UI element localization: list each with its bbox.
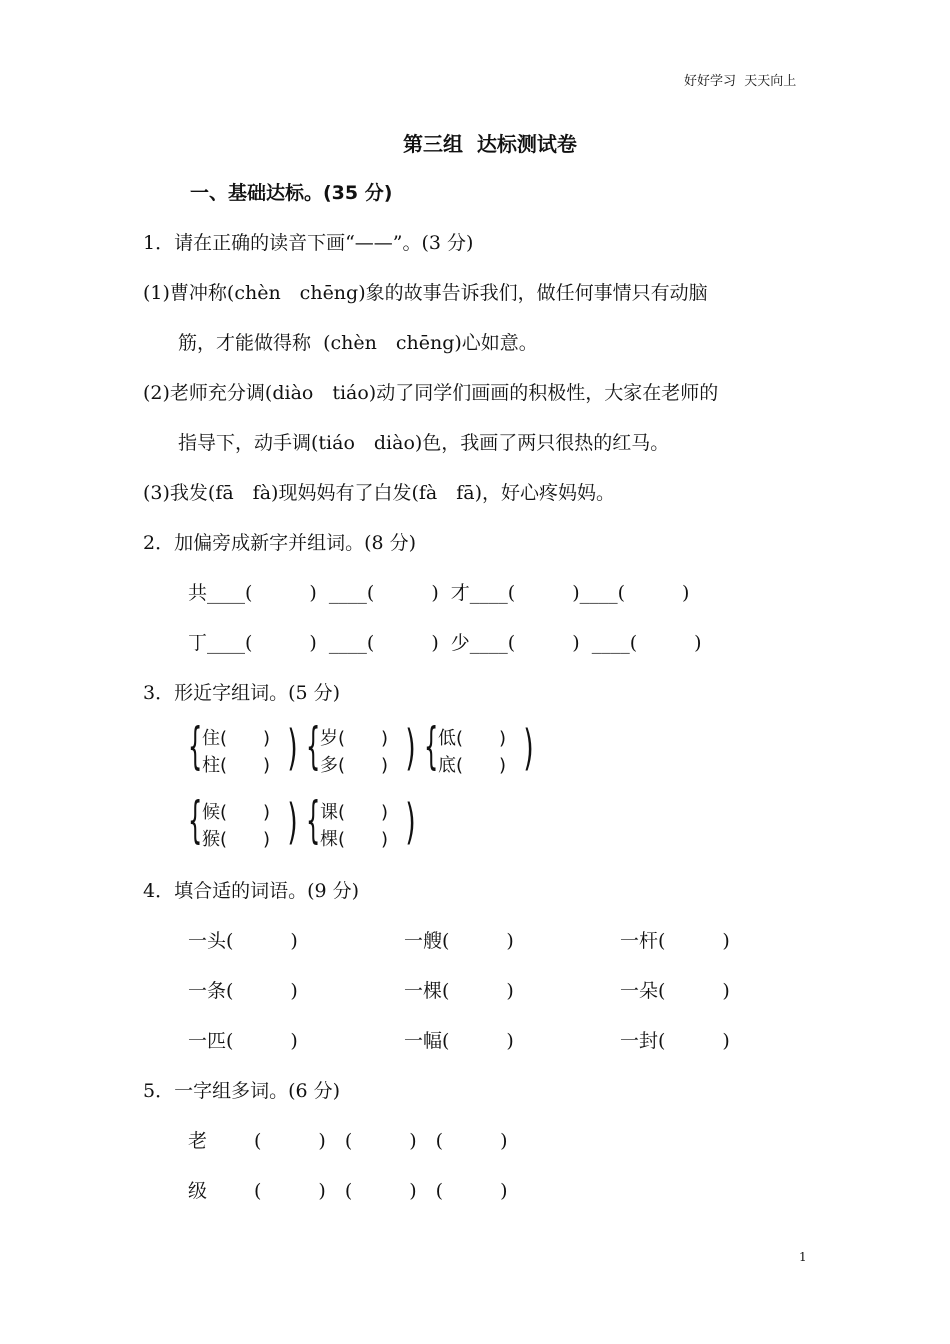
question-2-row-2: 丁____( ) ____( ) 少____( ) ____( ) [188, 632, 702, 654]
left-brace-icon: { [306, 791, 321, 849]
right-bracket-icon: ) [405, 720, 416, 776]
left-brace-icon: { [424, 717, 439, 775]
right-bracket-icon: ) [523, 720, 534, 776]
page-number: 1 [799, 1250, 807, 1264]
question-2-heading: 2．加偏旁成新字并组词。(8 分) [143, 532, 417, 554]
question-1-item-1-cont: 筋，才能做得称 (chèn chēng)心如意。 [178, 332, 538, 354]
question-1-item-2-cont: 指导下，动手调(tiáo diào)色，我画了两只很热的红马。 [178, 432, 670, 454]
word-char: 级 [188, 1180, 208, 1202]
measure-word-cell: 一艘( ) [404, 930, 514, 952]
left-brace-icon: { [188, 791, 203, 849]
measure-word-cell: 一朵( ) [620, 980, 730, 1002]
question-1-item-2: (2)老师充分调(diào tiáo)动了同学们画画的积极性，大家在老师的 [143, 382, 719, 404]
header-motto: 好好学习 天天向上 [684, 74, 797, 89]
right-bracket-icon: ) [405, 794, 416, 850]
question-4-heading: 4．填合适的词语。(9 分) [143, 880, 360, 902]
pair-word-top: 课( ) [320, 802, 389, 823]
measure-word-cell: 一幅( ) [404, 1030, 514, 1052]
question-2-row-1: 共____( ) ____( ) 才____( )____( ) [188, 582, 690, 604]
word-char: 老 [188, 1130, 208, 1152]
word-blanks: ( ) ( ) ( ) [254, 1130, 508, 1152]
pair-word-top: 住( ) [202, 728, 271, 749]
measure-word-cell: 一封( ) [620, 1030, 730, 1052]
pair-word-bottom: 棵( ) [320, 829, 389, 850]
measure-word-cell: 一条( ) [188, 980, 298, 1002]
question-1-item-1: (1)曹冲称(chèn chēng)象的故事告诉我们，做任何事情只有动脑 [143, 282, 708, 304]
similar-char-pair [306, 791, 416, 856]
pair-word-bottom: 猴( ) [202, 829, 271, 850]
left-brace-icon: { [188, 717, 203, 775]
pair-word-top: 候( ) [202, 802, 271, 823]
right-bracket-icon: ) [287, 794, 298, 850]
measure-word-cell: 一匹( ) [188, 1030, 298, 1052]
question-1-heading: 1．请在正确的读音下画“——”。(3 分) [143, 232, 474, 254]
pair-word-top: 低( ) [438, 728, 507, 749]
right-bracket-icon: ) [287, 720, 298, 776]
similar-char-pair [424, 717, 534, 782]
left-brace-icon: { [306, 717, 321, 775]
measure-word-cell: 一头( ) [188, 930, 298, 952]
pair-word-top: 岁( ) [320, 728, 389, 749]
similar-char-pair [188, 717, 298, 782]
measure-word-cell: 一杆( ) [620, 930, 730, 952]
similar-char-pair [306, 717, 416, 782]
word-blanks: ( ) ( ) ( ) [254, 1180, 508, 1202]
question-5-heading: 5．一字组多词。(6 分) [143, 1080, 341, 1102]
question-1-item-3: (3)我发(fā fà)现妈妈有了白发(fà fā)，好心疼妈妈。 [143, 482, 616, 504]
similar-char-pair [188, 791, 298, 856]
pair-word-bottom: 多( ) [320, 755, 389, 776]
page-title: 第三组 达标测试卷 [403, 132, 577, 156]
section-heading: 一、基础达标。(35 分) [190, 182, 393, 204]
pair-word-bottom: 柱( ) [202, 755, 271, 776]
pair-word-bottom: 底( ) [438, 755, 507, 776]
measure-word-cell: 一棵( ) [404, 980, 514, 1002]
question-3-heading: 3．形近字组词。(5 分) [143, 682, 341, 704]
